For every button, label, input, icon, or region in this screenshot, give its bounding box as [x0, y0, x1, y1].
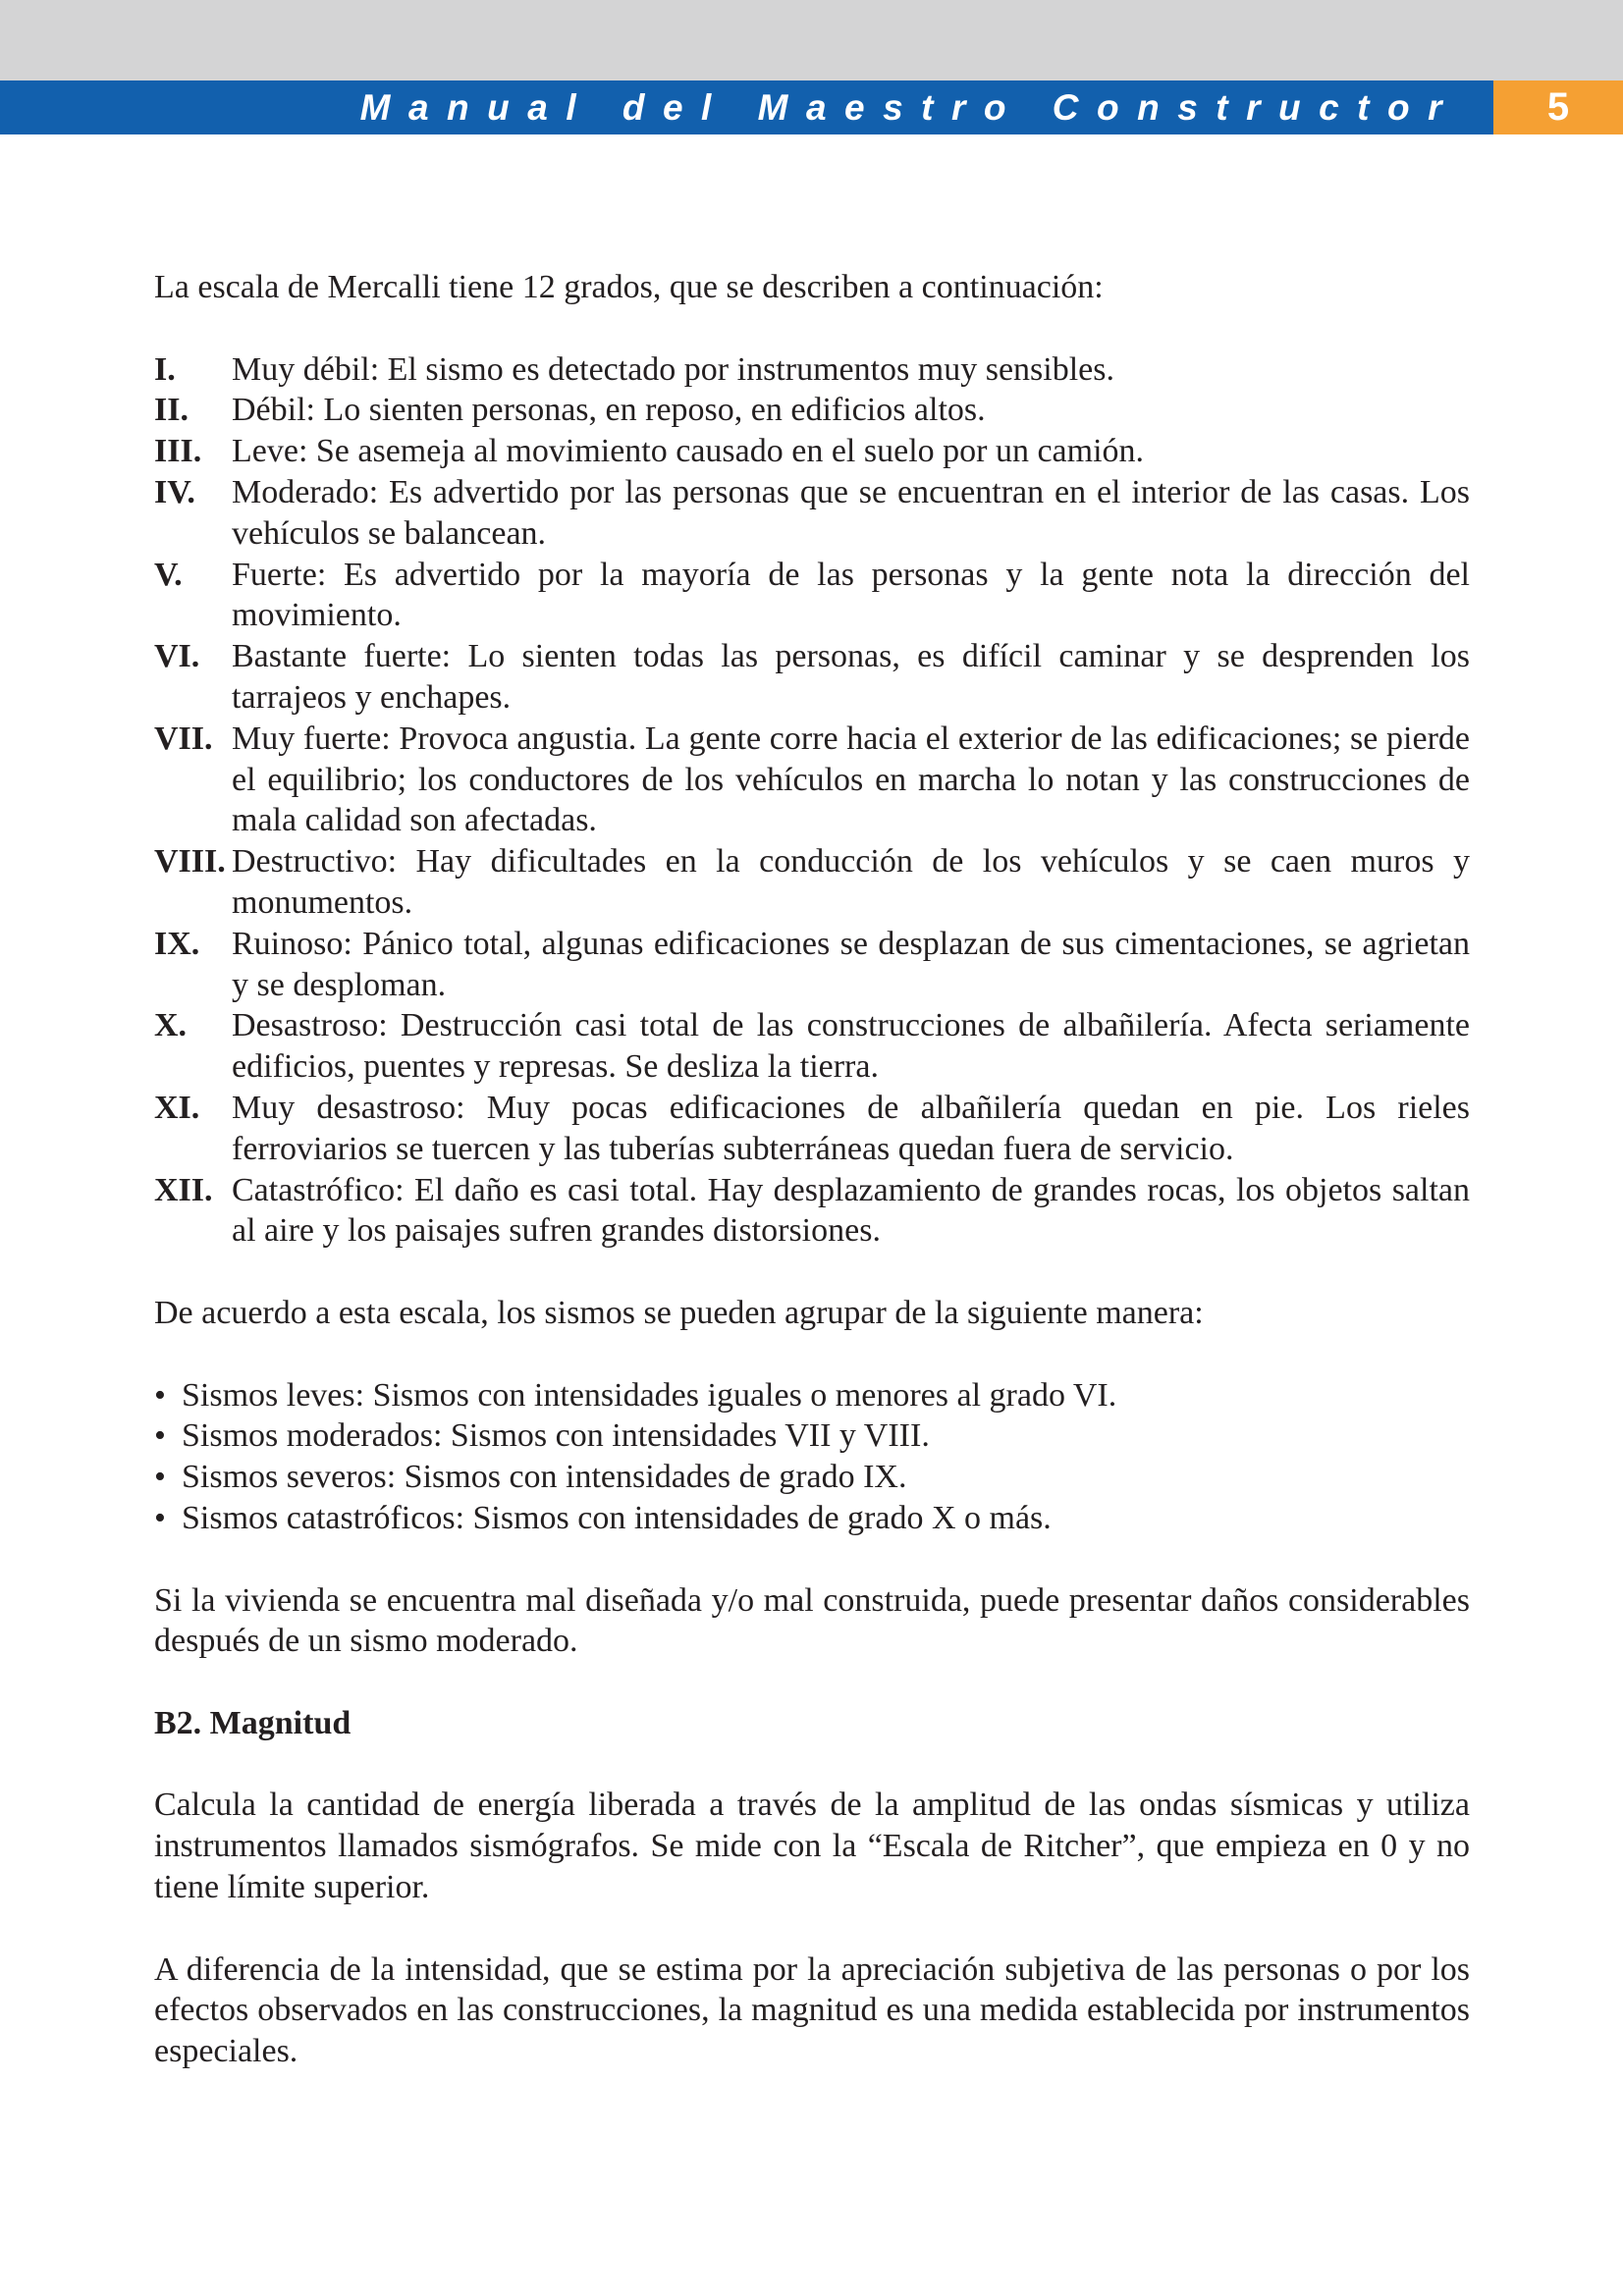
group-text: Sismos catastróficos: Sismos con intensidades de grado X o más. — [182, 1499, 1052, 1536]
bullet-icon: • — [154, 1417, 166, 1455]
bullet-icon: • — [154, 1459, 166, 1496]
scale-description: Moderado: Es advertido por las personas que se encuentran en el interior de las casas. Los vehículos se balancean. — [232, 473, 1470, 552]
scale-description: Desastroso: Destrucción casi total de las construcciones de albañilería. Afecta seriamente edificios, puentes y represas. Se desliza la tierra. — [232, 1007, 1470, 1086]
bullet-icon: • — [154, 1499, 166, 1536]
bullet-icon: • — [154, 1376, 166, 1414]
scale-item — [154, 636, 1470, 719]
scale-numeral: V. — [154, 556, 183, 593]
list-item — [154, 1375, 1470, 1416]
running-header-title: Manual del Maestro Constructor — [359, 87, 1460, 128]
scale-item — [154, 1005, 1470, 1088]
page-body — [154, 267, 1470, 2072]
scale-numeral: XII. — [154, 1171, 213, 1208]
scale-item — [154, 349, 1470, 391]
scale-numeral: IX. — [154, 925, 200, 962]
list-item — [154, 1457, 1470, 1498]
scale-description: Ruinoso: Pánico total, algunas edificaciones se desplazan de sus cimentaciones, se agrietan y se desploman. — [232, 925, 1470, 1003]
scale-description: Bastante fuerte: Lo sienten todas las personas, es difícil caminar y se desprenden los tarrajeos y enchapes. — [232, 638, 1470, 716]
scale-item — [154, 719, 1470, 841]
scale-item — [154, 924, 1470, 1006]
scale-description: Destructivo: Hay dificultades en la conducción de los vehículos y se caen muros y monumentos. — [232, 843, 1470, 921]
scale-numeral: X. — [154, 1007, 188, 1044]
scale-description: Débil: Lo sienten personas, en reposo, en edificios altos. — [232, 392, 986, 429]
scale-item — [154, 390, 1470, 431]
scale-description: Fuerte: Es advertido por la mayoría de las personas y la gente nota la dirección del movimiento. — [232, 556, 1470, 634]
scale-numeral: I. — [154, 350, 176, 388]
intensity-groups-list — [154, 1375, 1470, 1539]
scale-numeral: II. — [154, 392, 189, 429]
scale-numeral: XI. — [154, 1089, 200, 1126]
group-text: Sismos severos: Sismos con intensidades de grado IX. — [182, 1459, 907, 1496]
page-number: 5 — [1546, 85, 1570, 129]
section-heading: B2. Magnitud — [154, 1704, 352, 1741]
scale-description: Muy desastroso: Muy pocas edificaciones de albañilería quedan en pie. Los rieles ferroviarios se tuercen y las tuberías subterráneas quedan fuera de servicio. — [232, 1089, 1470, 1167]
scale-numeral: VI. — [154, 638, 200, 675]
mercalli-intro: La escala de Mercalli tiene 12 grados, que se describen a continuación: — [154, 269, 1104, 305]
list-item — [154, 1415, 1470, 1457]
top-margin-band — [0, 0, 1623, 80]
housing-note: Si la vivienda se encuentra mal diseñada y/o mal construida, puede presentar daños considerables después de un sismo moderado. — [154, 1581, 1470, 1660]
magnitude-paragraph: Calcula la cantidad de energía liberada a través de la amplitud de las ondas sísmicas y utiliza instrumentos llamados sismógrafos. Se mide con la “Escala de Ritcher”, que empieza en 0 y no tiene límite superior. — [154, 1787, 1470, 1906]
scale-description: Muy débil: El sismo es detectado por instrumentos muy sensibles. — [232, 350, 1115, 388]
scale-item — [154, 1170, 1470, 1253]
group-text: Sismos moderados: Sismos con intensidades VII y VIII. — [182, 1417, 930, 1455]
scale-description: Leve: Se asemeja al movimiento causado en el suelo por un camión. — [232, 433, 1145, 470]
scale-numeral: IV. — [154, 473, 195, 510]
scale-numeral: VIII. — [154, 843, 226, 881]
scale-numeral: III. — [154, 433, 202, 470]
scale-item — [154, 1088, 1470, 1170]
group-text: Sismos leves: Sismos con intensidades iguales o menores al grado VI. — [182, 1376, 1117, 1414]
scale-item — [154, 555, 1470, 637]
scale-item — [154, 841, 1470, 924]
scale-description: Muy fuerte: Provoca angustia. La gente corre hacia el exterior de las edificaciones; se pierde el equilibrio; los conductores de los vehículos en marcha lo notan y las construcciones de mala calidad son afectadas. — [232, 720, 1470, 839]
scale-item — [154, 472, 1470, 555]
list-item — [154, 1498, 1470, 1539]
magnitude-comparison-paragraph: A diferencia de la intensidad, que se estima por la apreciación subjetiva de las personas o por los efectos observados en las construcciones, la magnitud es una medida establecida por instrumentos especiales. — [154, 1950, 1470, 2070]
mercalli-scale-list — [154, 349, 1470, 1253]
scale-description: Catastrófico: El daño es casi total. Hay desplazamiento de grandes rocas, los objetos saltan al aire y los paisajes sufren grandes distorsiones. — [232, 1171, 1470, 1250]
scale-numeral: VII. — [154, 720, 213, 757]
scale-item — [154, 431, 1470, 472]
grouping-intro: De acuerdo a esta escala, los sismos se pueden agrupar de la siguiente manera: — [154, 1294, 1204, 1331]
